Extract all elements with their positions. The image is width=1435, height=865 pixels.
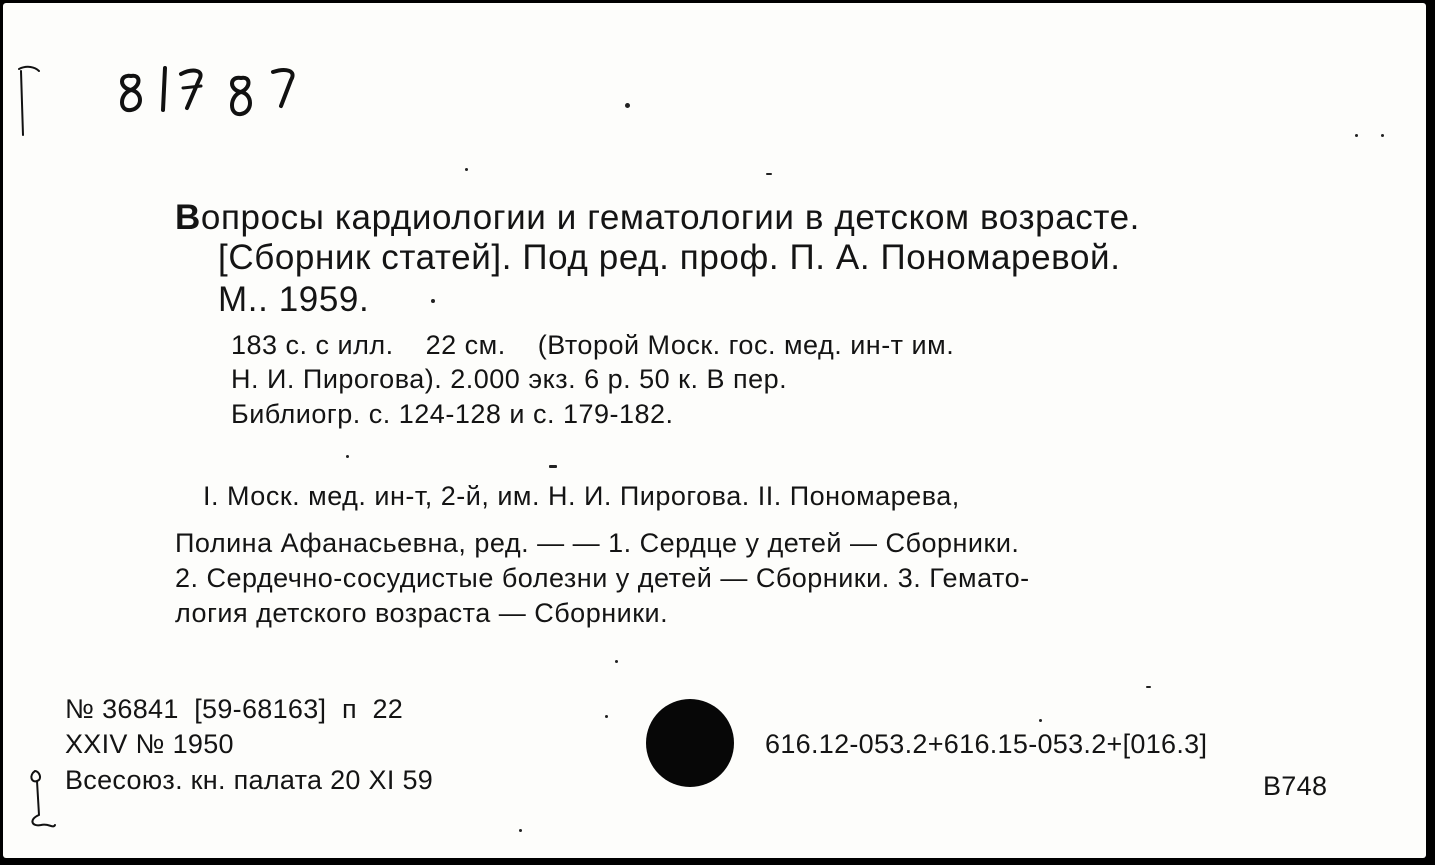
subjects-line-4: логия детского возраста — Сборники. (175, 598, 669, 628)
scan-speck (346, 455, 349, 458)
cutter-number: В748 (1263, 771, 1328, 801)
scan-speck (465, 168, 468, 171)
description-line-3: Библиогр. с. 124-128 и с. 179-182. (231, 399, 674, 429)
scan-speck (519, 829, 522, 832)
title-text-1: опросы кардиологии и гематологии в детском возрасте. (200, 198, 1140, 237)
subjects-line-3: 2. Сердечно-сосудистые болезни у детей — Сборники. 3. Гемато- (175, 563, 1030, 593)
card-punch-hole (646, 699, 734, 787)
scan-speck (766, 173, 772, 175)
scan-speck (625, 103, 630, 108)
scan-speck (615, 660, 618, 663)
subjects-line-1: I. Моск. мед. ин-т, 2-й, им. Н. И. Пирогова. II. Пономарева, (203, 481, 960, 511)
subjects-line-2: Полина Афанасьевна, ред. — — 1. Сердце у детей — Сборники. (175, 528, 1020, 558)
footer-chamber-date: Всесоюз. кн. палата 20 XI 59 (65, 765, 434, 795)
scan-speck (1355, 134, 1358, 137)
handwritten-margin-note (19, 765, 59, 835)
scan-speck (549, 465, 557, 468)
scan-speck (605, 715, 608, 718)
scan-speck (431, 299, 435, 303)
scan-speck (1381, 134, 1384, 137)
description-line-1: 183 с. с илл. 22 см. (Второй Моск. гос. мед. ин-т им. (231, 330, 955, 360)
book-title-line-1 (175, 200, 1140, 235)
footer-record-number: № 36841 [59-68163] п 22 (65, 694, 404, 724)
book-title-line-2: [Сборник статей]. Под ред. проф. П. А. Пономаревой. (218, 238, 1121, 277)
udc-classification: 616.12-053.2+616.15-053.2+[016.3] (765, 729, 1208, 759)
catalog-card (3, 3, 1426, 858)
handwritten-accession-number (113, 58, 313, 128)
footer-volume-number: XXIV № 1950 (65, 729, 234, 759)
scan-speck (1039, 719, 1042, 722)
book-title-line-3: М.. 1959. (218, 280, 370, 319)
title-first-word: В (175, 198, 201, 237)
description-line-2: Н. И. Пирогова). 2.000 экз. 6 р. 50 к. В пер. (231, 364, 788, 394)
handwritten-corner-mark (15, 65, 45, 145)
scan-speck (1146, 686, 1151, 688)
